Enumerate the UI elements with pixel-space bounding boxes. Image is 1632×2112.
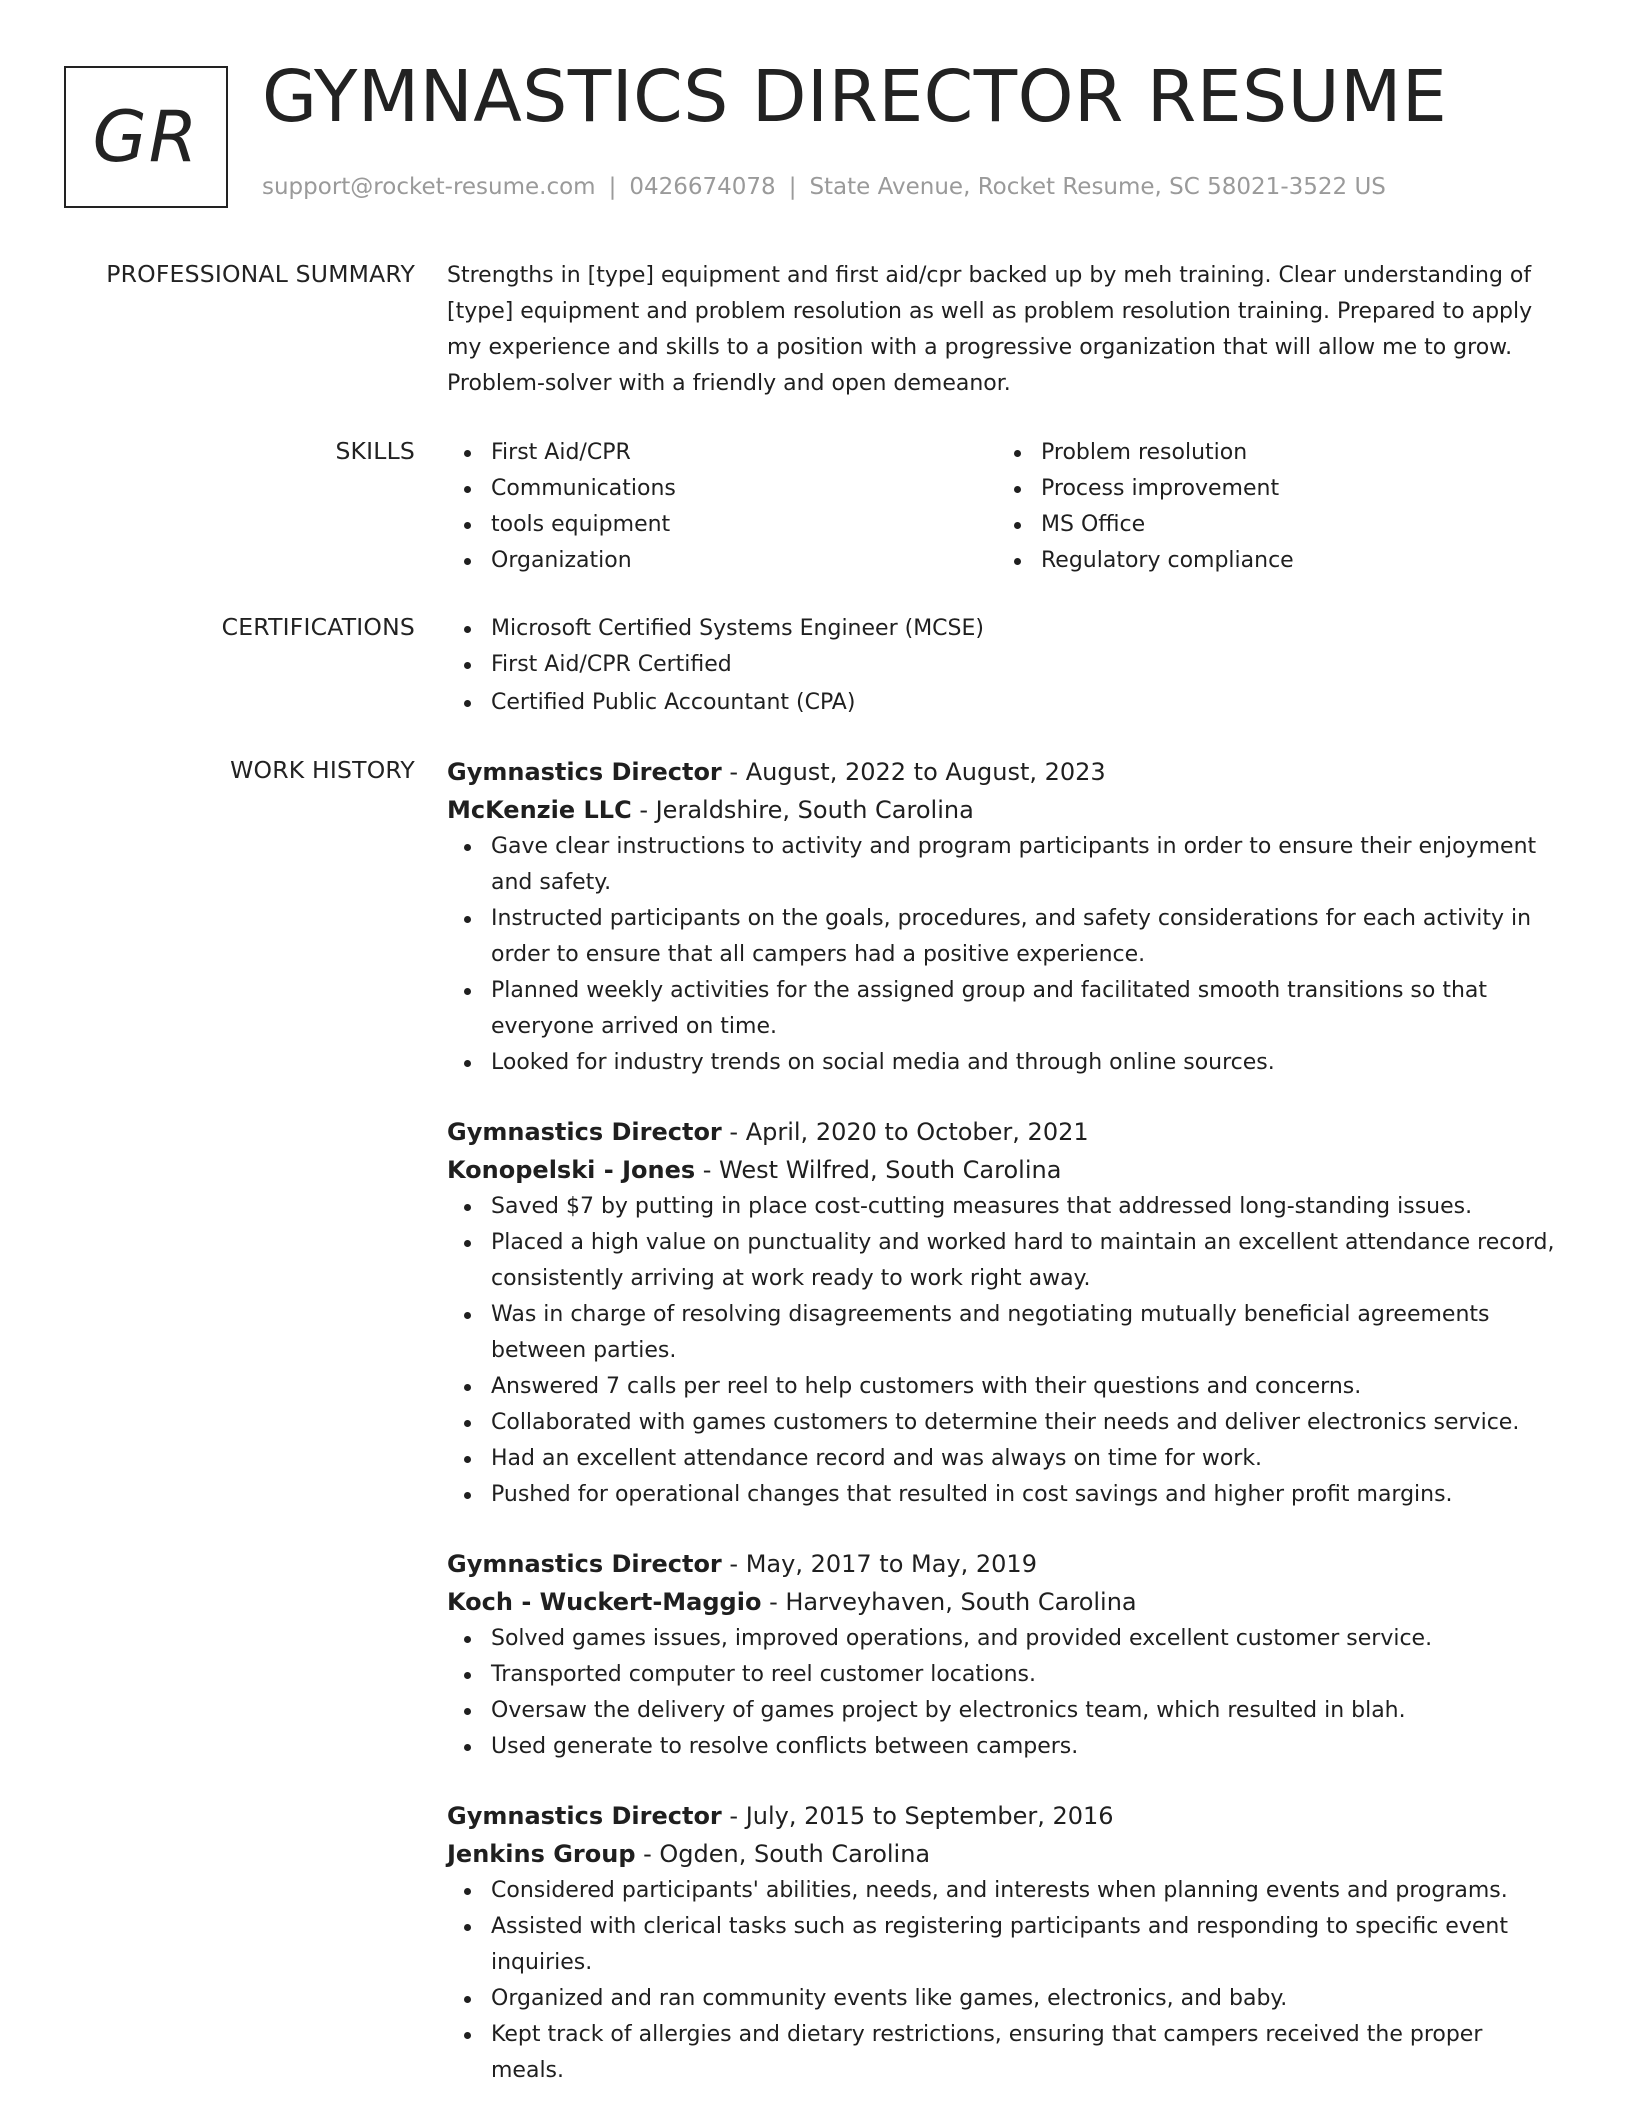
page-title: GYMNASTICS DIRECTOR RESUME	[262, 55, 1448, 138]
skill-item: Problem resolution	[997, 435, 1547, 471]
job-bullet: Looked for industry trends on social media and through online sources.	[447, 1045, 1562, 1081]
job-bullet: Had an excellent attendance record and was always on time for work.	[447, 1441, 1562, 1477]
job-company-line	[447, 1835, 1562, 1873]
job-bullets	[447, 1621, 1562, 1765]
job-company: McKenzie LLC	[447, 796, 632, 824]
job-bullets	[447, 829, 1562, 1081]
contact-phone: 0426674078	[629, 174, 776, 200]
contact-separator: |	[608, 174, 617, 200]
contact-address: State Avenue, Rocket Resume, SC 58021-3522 US	[809, 174, 1386, 200]
skill-item: tools equipment	[447, 507, 997, 543]
job-bullet: Oversaw the delivery of games project by electronics team, which resulted in blah.	[447, 1693, 1562, 1729]
job-bullet: Transported computer to reel customer locations.	[447, 1657, 1562, 1693]
job-dates: - April, 2020 to October, 2021	[721, 1118, 1089, 1146]
certifications-body	[447, 611, 1562, 721]
job-dates: - August, 2022 to August, 2023	[721, 758, 1106, 786]
job-bullet: Used generate to resolve conflicts between campers.	[447, 1729, 1562, 1765]
job-bullet: Collaborated with games customers to determine their needs and deliver electronics service.	[447, 1405, 1562, 1441]
contact-email: support@rocket-resume.com	[262, 174, 596, 200]
monogram-logo: GR	[64, 66, 228, 208]
job-company: Konopelski - Jones	[447, 1156, 696, 1184]
job-dates: - May, 2017 to May, 2019	[721, 1550, 1037, 1578]
skill-item: Regulatory compliance	[997, 543, 1547, 579]
summary-text: Strengths in [type] equipment and first aid/cpr backed up by meh training. Clear understanding of [type] equipment and problem resolution as well as problem resolution training. Prepared to apply my experience and skills to a position with a progressive organization that will allow me to grow. Problem-solver with a friendly and open demeanor.	[447, 263, 1533, 396]
skills-body	[447, 435, 1562, 579]
job-company-line	[447, 1583, 1562, 1621]
job-bullet: Answered 7 calls per reel to help customers with their questions and concerns.	[447, 1369, 1562, 1405]
summary-body	[447, 258, 1562, 402]
job-bullet: Kept track of allergies and dietary restrictions, ensuring that campers received the proper meals.	[447, 2017, 1562, 2089]
job-dates: - July, 2015 to September, 2016	[721, 1802, 1114, 1830]
job-bullet: Instructed participants on the goals, procedures, and safety considerations for each activity in order to ensure that all campers had a positive experience.	[447, 901, 1562, 973]
summary-heading: PROFESSIONAL SUMMARY	[106, 260, 415, 288]
job-title: Gymnastics Director	[447, 1550, 722, 1578]
job-bullet: Was in charge of resolving disagreements and negotiating mutually beneficial agreements between parties.	[447, 1297, 1562, 1369]
skill-item: Process improvement	[997, 471, 1547, 507]
job-location: - Harveyhaven, South Carolina	[761, 1588, 1137, 1616]
job-company-line	[447, 1151, 1562, 1189]
job-title-line	[447, 1545, 1562, 1583]
job-bullet: Considered participants' abilities, needs, and interests when planning events and programs.	[447, 1873, 1562, 1909]
certification-item: First Aid/CPR Certified	[447, 647, 1562, 683]
job-title-line	[447, 753, 1562, 791]
job-bullet: Placed a high value on punctuality and worked hard to maintain an excellent attendance record, consistently arriving at work ready to work right away.	[447, 1225, 1562, 1297]
job-location: - Jeraldshire, South Carolina	[631, 796, 974, 824]
skills-grid	[447, 435, 1562, 579]
skill-item: Organization	[447, 543, 997, 579]
work-history-body	[447, 753, 1562, 2089]
job-entry	[447, 1545, 1562, 1765]
job-title-line	[447, 1797, 1562, 1835]
contact-line	[262, 174, 1386, 200]
contact-separator: |	[788, 174, 797, 200]
job-bullets	[447, 1873, 1562, 2089]
job-bullet: Solved games issues, improved operations, and provided excellent customer service.	[447, 1621, 1562, 1657]
certifications-list	[447, 611, 1562, 721]
work-history-heading: WORK HISTORY	[230, 756, 415, 784]
job-bullet: Gave clear instructions to activity and program participants in order to ensure their enjoyment and safety.	[447, 829, 1562, 901]
job-location: - West Wilfred, South Carolina	[695, 1156, 1062, 1184]
job-bullet: Pushed for operational changes that resulted in cost savings and higher profit margins.	[447, 1477, 1562, 1513]
job-title: Gymnastics Director	[447, 1118, 722, 1146]
job-title: Gymnastics Director	[447, 758, 722, 786]
skill-item: First Aid/CPR	[447, 435, 997, 471]
job-location: - Ogden, South Carolina	[635, 1840, 931, 1868]
certifications-heading: CERTIFICATIONS	[221, 613, 415, 641]
job-bullets	[447, 1189, 1562, 1513]
job-bullet: Organized and ran community events like games, electronics, and baby.	[447, 1981, 1562, 2017]
job-title: Gymnastics Director	[447, 1802, 722, 1830]
job-entry	[447, 753, 1562, 1081]
job-entry	[447, 1797, 1562, 2089]
job-bullet: Planned weekly activities for the assigned group and facilitated smooth transitions so that everyone arrived on time.	[447, 973, 1562, 1045]
job-entry	[447, 1113, 1562, 1513]
job-bullet: Saved $7 by putting in place cost-cutting measures that addressed long-standing issues.	[447, 1189, 1562, 1225]
skills-heading: SKILLS	[335, 437, 415, 465]
job-bullet: Assisted with clerical tasks such as registering participants and responding to specific event inquiries.	[447, 1909, 1562, 1981]
job-company-line	[447, 791, 1562, 829]
job-company: Koch - Wuckert-Maggio	[447, 1588, 762, 1616]
job-title-line	[447, 1113, 1562, 1151]
skill-item: Communications	[447, 471, 997, 507]
skill-item: MS Office	[997, 507, 1547, 543]
skills-list-right	[997, 435, 1547, 579]
certification-item: Microsoft Certified Systems Engineer (MCSE)	[447, 611, 1562, 647]
skills-list-left	[447, 435, 997, 579]
job-company: Jenkins Group	[447, 1840, 636, 1868]
certification-item: Certified Public Accountant (CPA)	[447, 685, 1562, 721]
